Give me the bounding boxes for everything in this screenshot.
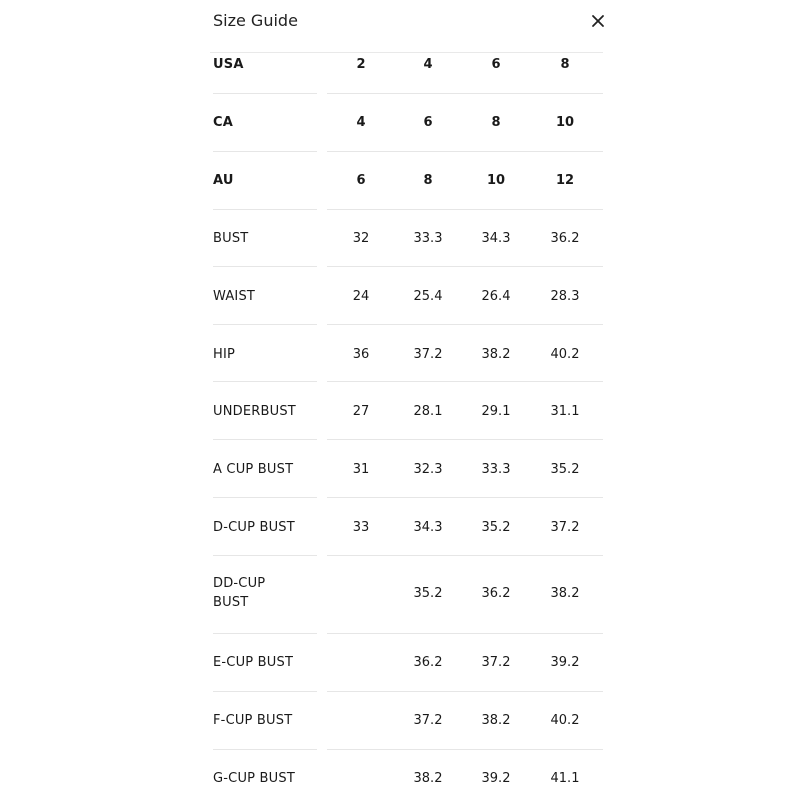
table-cell: 36 bbox=[352, 347, 370, 362]
row-divider bbox=[327, 691, 603, 692]
table-cell: 38.2 bbox=[481, 347, 511, 362]
row-divider bbox=[213, 266, 317, 267]
table-cell: 39.2 bbox=[550, 655, 580, 670]
table-cell: 35.2 bbox=[413, 586, 443, 601]
table-cell: 10 bbox=[486, 173, 506, 188]
row-label: BUST bbox=[213, 231, 249, 246]
row-divider bbox=[327, 209, 603, 210]
row-divider bbox=[213, 633, 317, 634]
size-table bbox=[197, 0, 607, 800]
row-divider bbox=[327, 497, 603, 498]
size-guide-modal bbox=[197, 0, 607, 800]
table-cell: 4 bbox=[356, 115, 366, 130]
table-cell: 37.2 bbox=[413, 347, 443, 362]
table-cell: 6 bbox=[356, 173, 366, 188]
table-cell: 39.2 bbox=[481, 771, 511, 786]
table-cell: 25.4 bbox=[413, 289, 443, 304]
row-divider bbox=[327, 151, 603, 152]
table-cell: 35.2 bbox=[550, 462, 580, 477]
table-cell: 38.2 bbox=[413, 771, 443, 786]
row-label: USA bbox=[213, 57, 244, 72]
row-divider bbox=[213, 324, 317, 325]
row-divider bbox=[213, 555, 317, 556]
table-cell: 35.2 bbox=[481, 520, 511, 535]
table-cell: 34.3 bbox=[413, 520, 443, 535]
table-cell: 33.3 bbox=[413, 231, 443, 246]
modal-title: Size Guide bbox=[213, 11, 298, 30]
table-cell: 29.1 bbox=[481, 404, 511, 419]
row-divider bbox=[213, 691, 317, 692]
row-label: HIP bbox=[213, 347, 236, 362]
row-label: G-CUP BUST bbox=[213, 771, 295, 786]
table-cell: 36.2 bbox=[481, 586, 511, 601]
table-cell: 36.2 bbox=[550, 231, 580, 246]
row-label: D-CUP BUST bbox=[213, 520, 295, 535]
table-cell: 34.3 bbox=[481, 231, 511, 246]
row-divider bbox=[213, 497, 317, 498]
table-cell: 38.2 bbox=[481, 713, 511, 728]
table-cell: 8 bbox=[560, 57, 570, 72]
table-cell: 33.3 bbox=[481, 462, 511, 477]
table-cell: 32 bbox=[352, 231, 370, 246]
table-cell: 24 bbox=[352, 289, 370, 304]
row-divider bbox=[213, 93, 317, 94]
table-cell: 37.2 bbox=[413, 713, 443, 728]
table-cell: 40.2 bbox=[550, 347, 580, 362]
row-divider bbox=[327, 749, 603, 750]
table-cell: 32.3 bbox=[413, 462, 443, 477]
table-cell: 31.1 bbox=[550, 404, 580, 419]
row-divider bbox=[327, 439, 603, 440]
row-label: A CUP BUST bbox=[213, 462, 294, 477]
row-label: UNDERBUST bbox=[213, 404, 296, 419]
row-divider bbox=[327, 381, 603, 382]
table-cell: 40.2 bbox=[550, 713, 580, 728]
table-cell: 6 bbox=[491, 57, 501, 72]
table-cell: 41.1 bbox=[550, 771, 580, 786]
row-label: CA bbox=[213, 115, 234, 130]
table-cell: 33 bbox=[352, 520, 370, 535]
table-cell: 8 bbox=[423, 173, 433, 188]
row-divider bbox=[327, 266, 603, 267]
table-cell: 28.3 bbox=[550, 289, 580, 304]
row-label: F-CUP BUST bbox=[213, 713, 293, 728]
row-label: AU bbox=[213, 173, 234, 188]
table-cell: 6 bbox=[423, 115, 433, 130]
row-divider bbox=[213, 439, 317, 440]
table-cell: 36.2 bbox=[413, 655, 443, 670]
table-cell: 8 bbox=[491, 115, 501, 130]
table-cell: 28.1 bbox=[413, 404, 443, 419]
row-divider bbox=[327, 93, 603, 94]
table-cell: 38.2 bbox=[550, 586, 580, 601]
row-divider bbox=[213, 209, 317, 210]
row-divider bbox=[327, 324, 603, 325]
table-cell: 10 bbox=[555, 115, 575, 130]
row-divider bbox=[327, 633, 603, 634]
row-divider bbox=[213, 381, 317, 382]
table-cell: 4 bbox=[423, 57, 433, 72]
table-cell: 27 bbox=[352, 404, 370, 419]
table-cell: 12 bbox=[555, 173, 575, 188]
row-divider bbox=[327, 555, 603, 556]
row-label: WAIST bbox=[213, 289, 256, 304]
table-cell: 31 bbox=[352, 462, 370, 477]
row-label: E-CUP BUST bbox=[213, 655, 294, 670]
row-divider bbox=[213, 151, 317, 152]
table-cell: 37.2 bbox=[481, 655, 511, 670]
row-divider bbox=[213, 749, 317, 750]
table-cell: 2 bbox=[356, 57, 366, 72]
table-cell: 26.4 bbox=[481, 289, 511, 304]
table-cell: 37.2 bbox=[550, 520, 580, 535]
row-label: DD-CUP BUST bbox=[213, 576, 266, 610]
